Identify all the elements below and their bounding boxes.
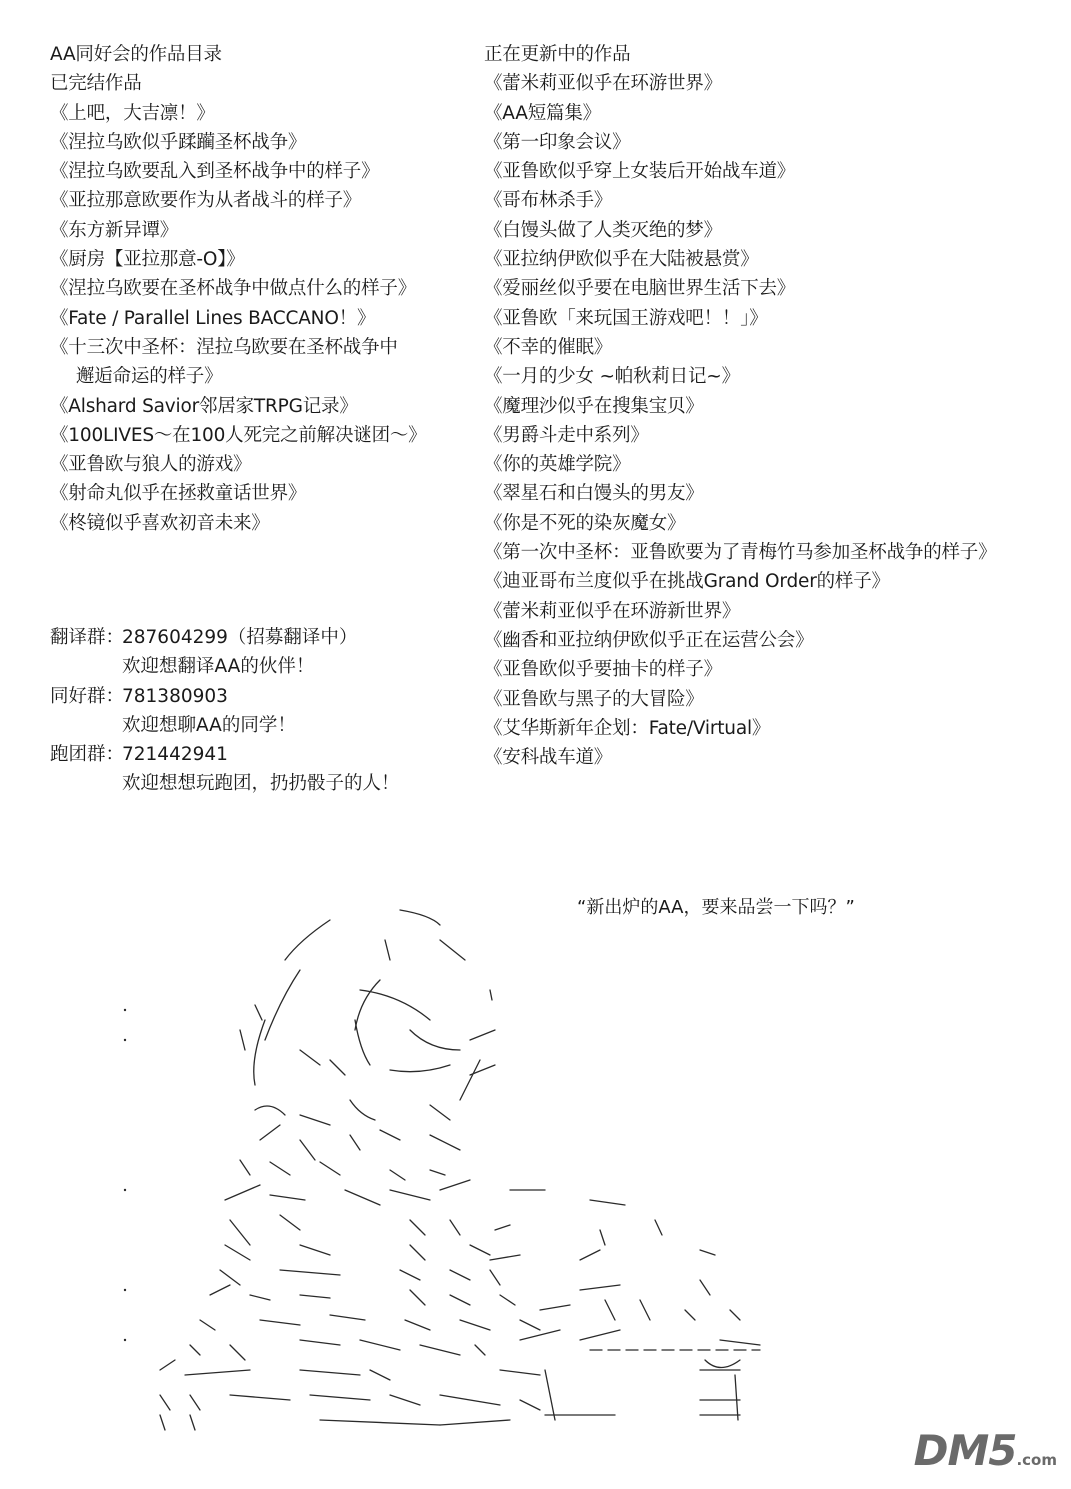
finished-item: 《十三次中圣杯：涅拉乌欧要在圣杯战争中 [50,336,398,358]
translation-group [50,623,470,652]
finished-item: 《Alshard Savior邻居家TRPG记录》 [50,395,358,417]
ongoing-item: 《AA短篇集》 [484,102,601,124]
finished-item: 《东方新异谭》 [50,219,179,241]
ongoing-item: 《爱丽丝似乎要在电脑世界生活下去》 [484,278,796,300]
finished-item: 《亚拉那意欧要作为从者战斗的样子》 [50,190,362,212]
finished-item: 《涅拉乌欧要在圣杯战争中做点什么的样子》 [50,278,417,300]
ongoing-works-column [484,40,1044,772]
ongoing-item: 《一月的少女 ~帕秋莉日记~》 [484,366,740,388]
site-watermark-logo [914,1426,1057,1475]
group-label: 翻译群： [50,627,125,648]
finished-item: 《亚鲁欧与狼人的游戏》 [50,454,252,476]
finished-item: 《涅拉乌欧要乱入到圣杯战争中的样子》 [50,161,380,183]
finished-item: 《上吧，大吉凛！》 [50,102,215,124]
finished-item: 《100LIVES～在100人死完之前解决谜团～》 [50,424,427,446]
ongoing-item: 《哥布林杀手》 [484,190,613,212]
group-number: 721442941 [122,744,228,766]
logo-main: DM5 [913,1426,1017,1475]
finished-item: 《柊镜似乎喜欢初音未来》 [50,512,270,534]
speech-quote: “新出炉的AA，要来品尝一下吗？” [577,897,855,918]
ongoing-item: 《你的英雄学院》 [484,454,631,476]
ongoing-item: 《第一印象会议》 [484,131,631,153]
finished-item: 《厨房【亚拉那意-O】》 [50,249,245,271]
ascii-art-illustration [0,900,1071,1460]
ongoing-item: 《亚鲁欧似乎要抽卡的样子》 [484,659,722,681]
group-label: 跑团群： [50,744,125,766]
ongoing-item: 《亚拉纳伊欧似乎在大陆被悬赏》 [484,249,759,271]
logo-suffix: .com [1016,1451,1057,1469]
ongoing-item: 《蕾米莉亚似乎在环游世界》 [484,73,722,95]
group-number: 287604299（招募翻译中） [122,627,358,648]
ongoing-item: 《不幸的催眠》 [484,336,613,358]
finished-works-column [50,40,470,538]
trpg-group [50,740,470,769]
finished-item: 《射命丸似乎在拯救童话世界》 [50,483,307,505]
group-note: 欢迎想想玩跑团，扔扔骰子的人！ [122,773,400,795]
group-note: 欢迎想翻译AA的伙伴！ [122,656,315,678]
ongoing-item: 《蕾米莉亚似乎在环游新世界》 [484,600,741,622]
fan-group [50,682,470,711]
ongoing-item: 《第一次中圣杯：亚鲁欧要为了青梅竹马参加圣杯战争的样子》 [484,542,997,564]
ongoing-item: 《幽香和亚拉纳伊欧似乎正在运营公会》 [484,629,814,651]
ongoing-item: 《迪亚哥布兰度似乎在挑战Grand Order的样子》 [484,571,890,593]
group-contacts [50,623,470,799]
ongoing-item: 《亚鲁欧「来玩国王游戏吧！！」》 [484,307,768,329]
ongoing-item: 《翠星石和白馒头的男友》 [484,483,704,505]
ongoing-item: 《艾华斯新年企划：Fate/Virtual》 [484,717,771,739]
group-note: 欢迎想聊AA的同学！ [122,714,296,736]
ongoing-item: 《安科战车道》 [484,747,613,769]
finished-item-continued: 邂逅命运的样子》 [76,366,223,388]
finished-label: 已完结作品 [50,73,142,95]
ongoing-item: 《男爵斗走中系列》 [484,424,649,446]
ongoing-header: 正在更新中的作品 [484,44,631,65]
ongoing-item: 《亚鲁欧似乎穿上女装后开始战车道》 [484,161,796,183]
group-number: 781380903 [122,685,228,707]
finished-item: 《Fate / Parallel Lines BACCANO！》 [50,307,376,329]
ongoing-item: 《魔理沙似乎在搜集宝贝》 [484,395,704,417]
ongoing-item: 《白馒头做了人类灭绝的梦》 [484,219,722,241]
ongoing-item: 《亚鲁欧与黑子的大冒险》 [484,688,704,710]
catalog-header: AA同好会的作品目录 [50,44,222,65]
finished-item: 《涅拉乌欧似乎蹂躏圣杯战争》 [50,131,307,153]
ongoing-item: 《你是不死的染灰魔女》 [484,512,686,534]
group-label: 同好群： [50,685,125,707]
